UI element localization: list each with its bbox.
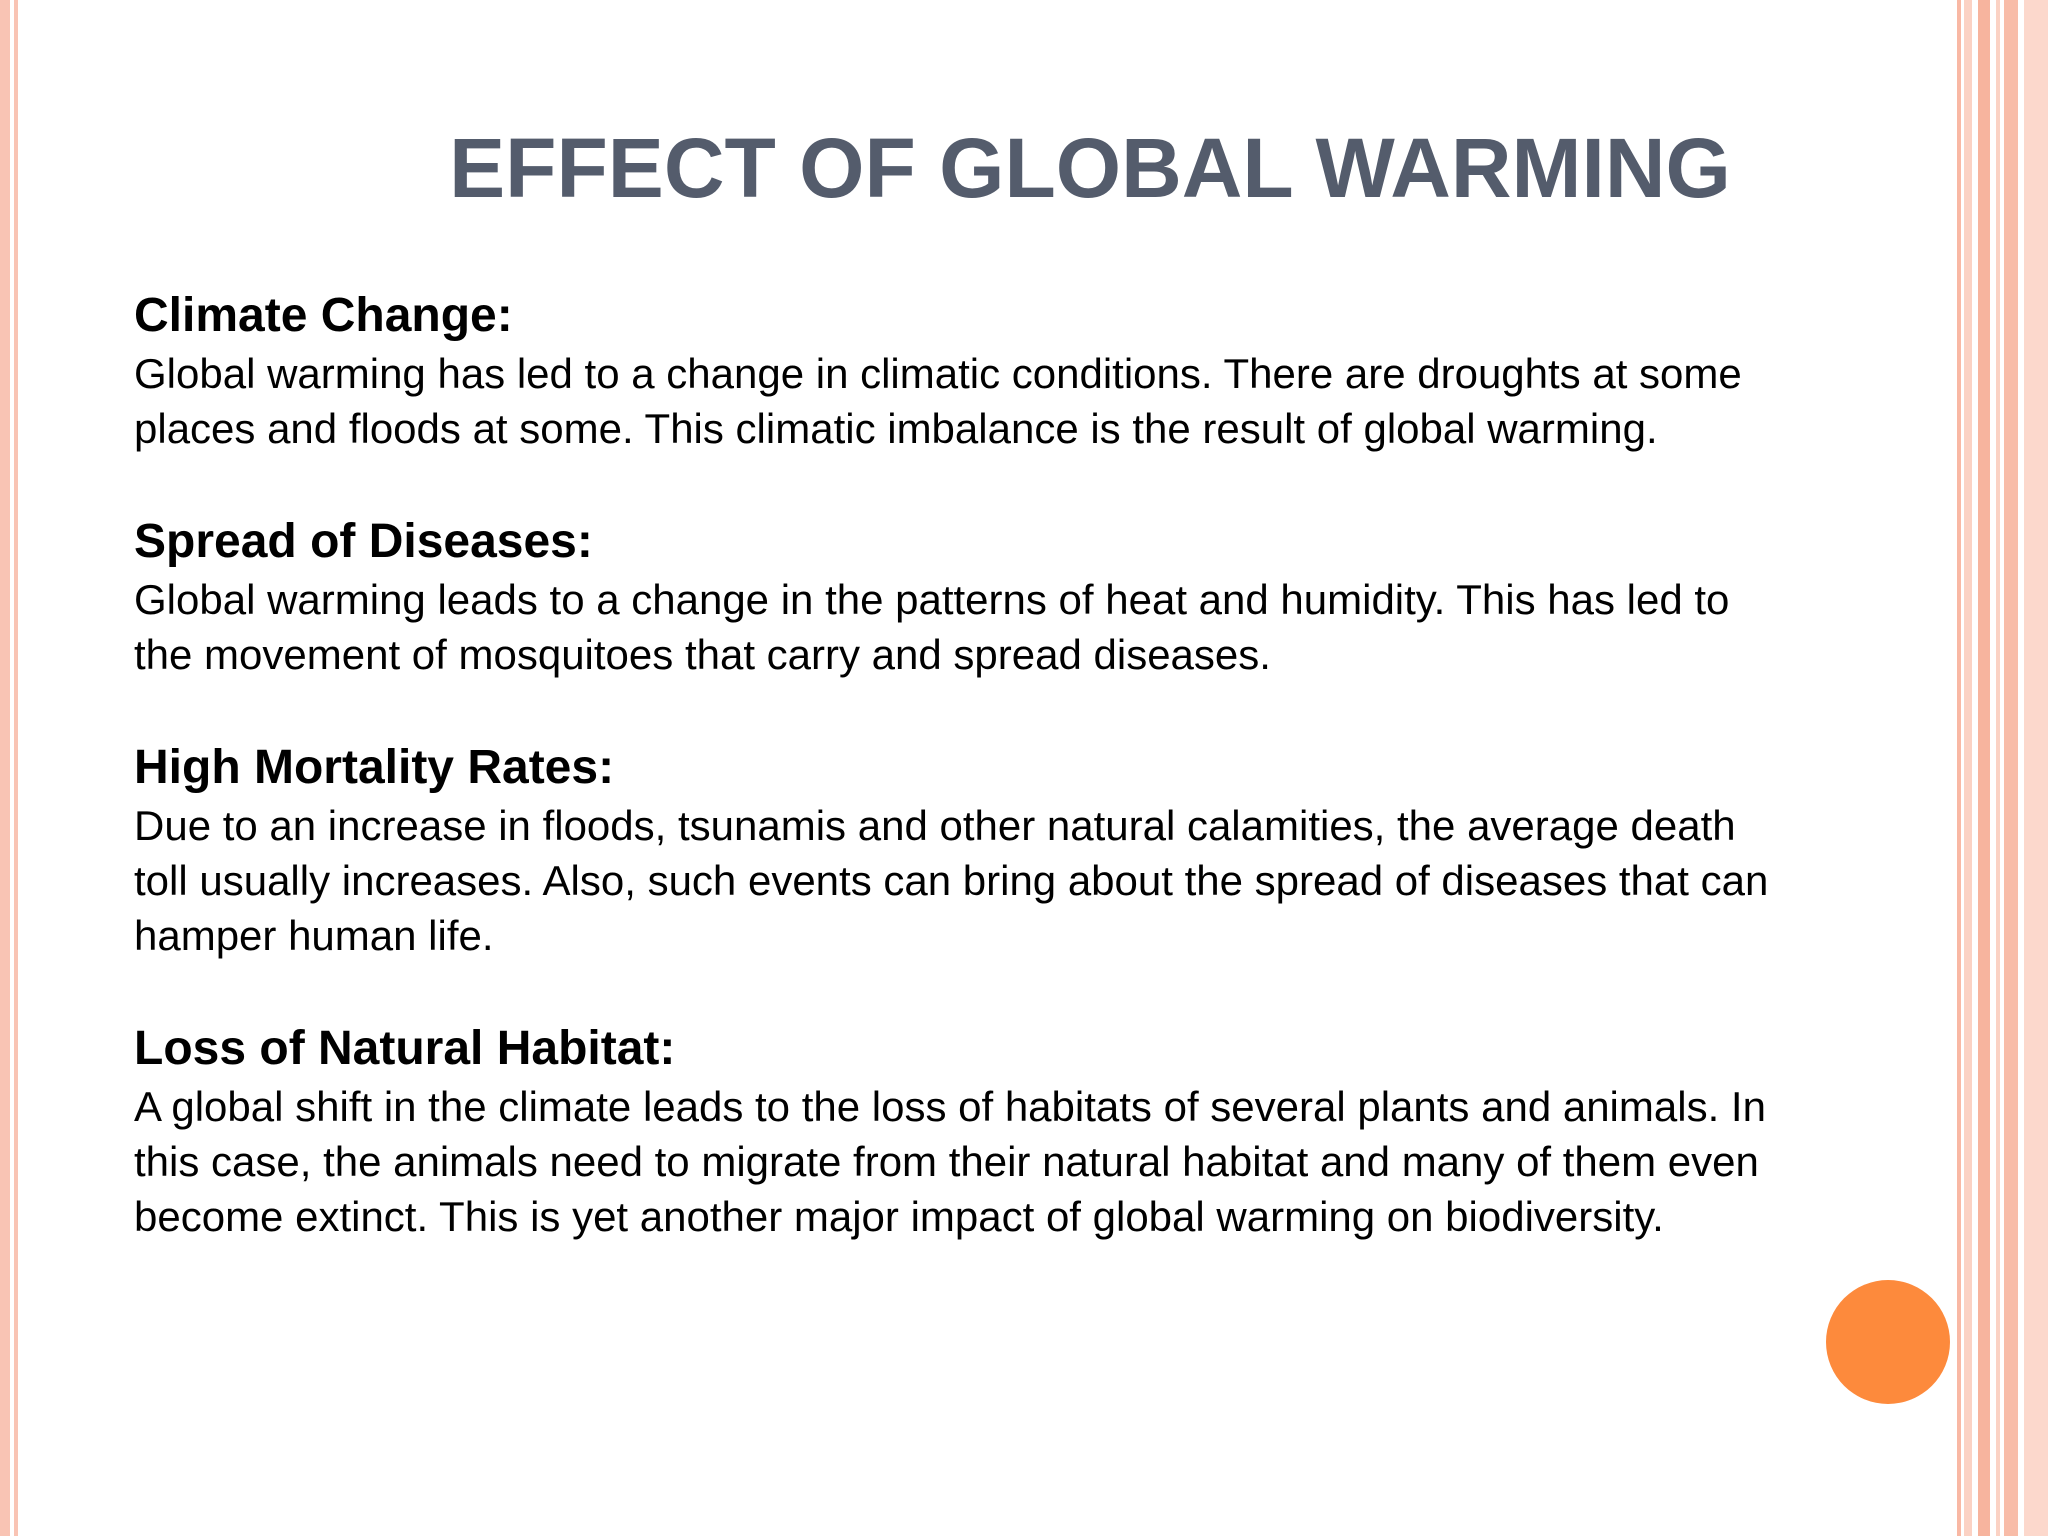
left-border-stripe <box>0 0 10 1536</box>
body-line: A global shift in the climate leads to the loss of habitats of several plants and animals. In <box>134 1083 1766 1130</box>
left-border-stripe-thin <box>14 0 18 1536</box>
right-border-stripe <box>1978 0 1990 1536</box>
section-climate-change <box>134 286 1914 456</box>
slide-title: EFFECT OF GLOBAL WARMING <box>449 121 1731 215</box>
body-line: this case, the animals need to migrate from their natural habitat and many of them even <box>134 1138 1759 1185</box>
right-border-stripe <box>2004 0 2018 1536</box>
right-border-stripe <box>1957 0 1961 1536</box>
orange-circle-decoration <box>1826 1280 1950 1404</box>
body-line: the movement of mosquitoes that carry and spread diseases. <box>134 631 1271 678</box>
right-border-stripe <box>1996 0 2000 1536</box>
body-line: places and floods at some. This climatic imbalance is the result of global warming. <box>134 405 1658 452</box>
section-heading: Spread of Diseases: <box>134 515 593 568</box>
body-line: become extinct. This is yet another major impact of global warming on biodiversity. <box>134 1193 1664 1240</box>
body-line: Global warming leads to a change in the patterns of heat and humidity. This has led to <box>134 576 1730 623</box>
body-line: hamper human life. <box>134 912 494 959</box>
slide-content <box>134 286 1914 1300</box>
body-line: Global warming has led to a change in climatic conditions. There are droughts at some <box>134 350 1742 397</box>
section-spread-of-diseases <box>134 512 1914 682</box>
section-loss-of-natural-habitat <box>134 1019 1914 1244</box>
section-heading: High Mortality Rates: <box>134 741 615 794</box>
body-line: toll usually increases. Also, such events can bring about the spread of diseases that can <box>134 857 1769 904</box>
section-heading: Climate Change: <box>134 289 513 342</box>
section-high-mortality-rates <box>134 738 1914 963</box>
section-heading: Loss of Natural Habitat: <box>134 1022 676 1075</box>
right-border-stripe <box>1964 0 1972 1536</box>
right-border-stripe <box>2024 0 2048 1536</box>
body-line: Due to an increase in floods, tsunamis and other natural calamities, the average death <box>134 802 1736 849</box>
